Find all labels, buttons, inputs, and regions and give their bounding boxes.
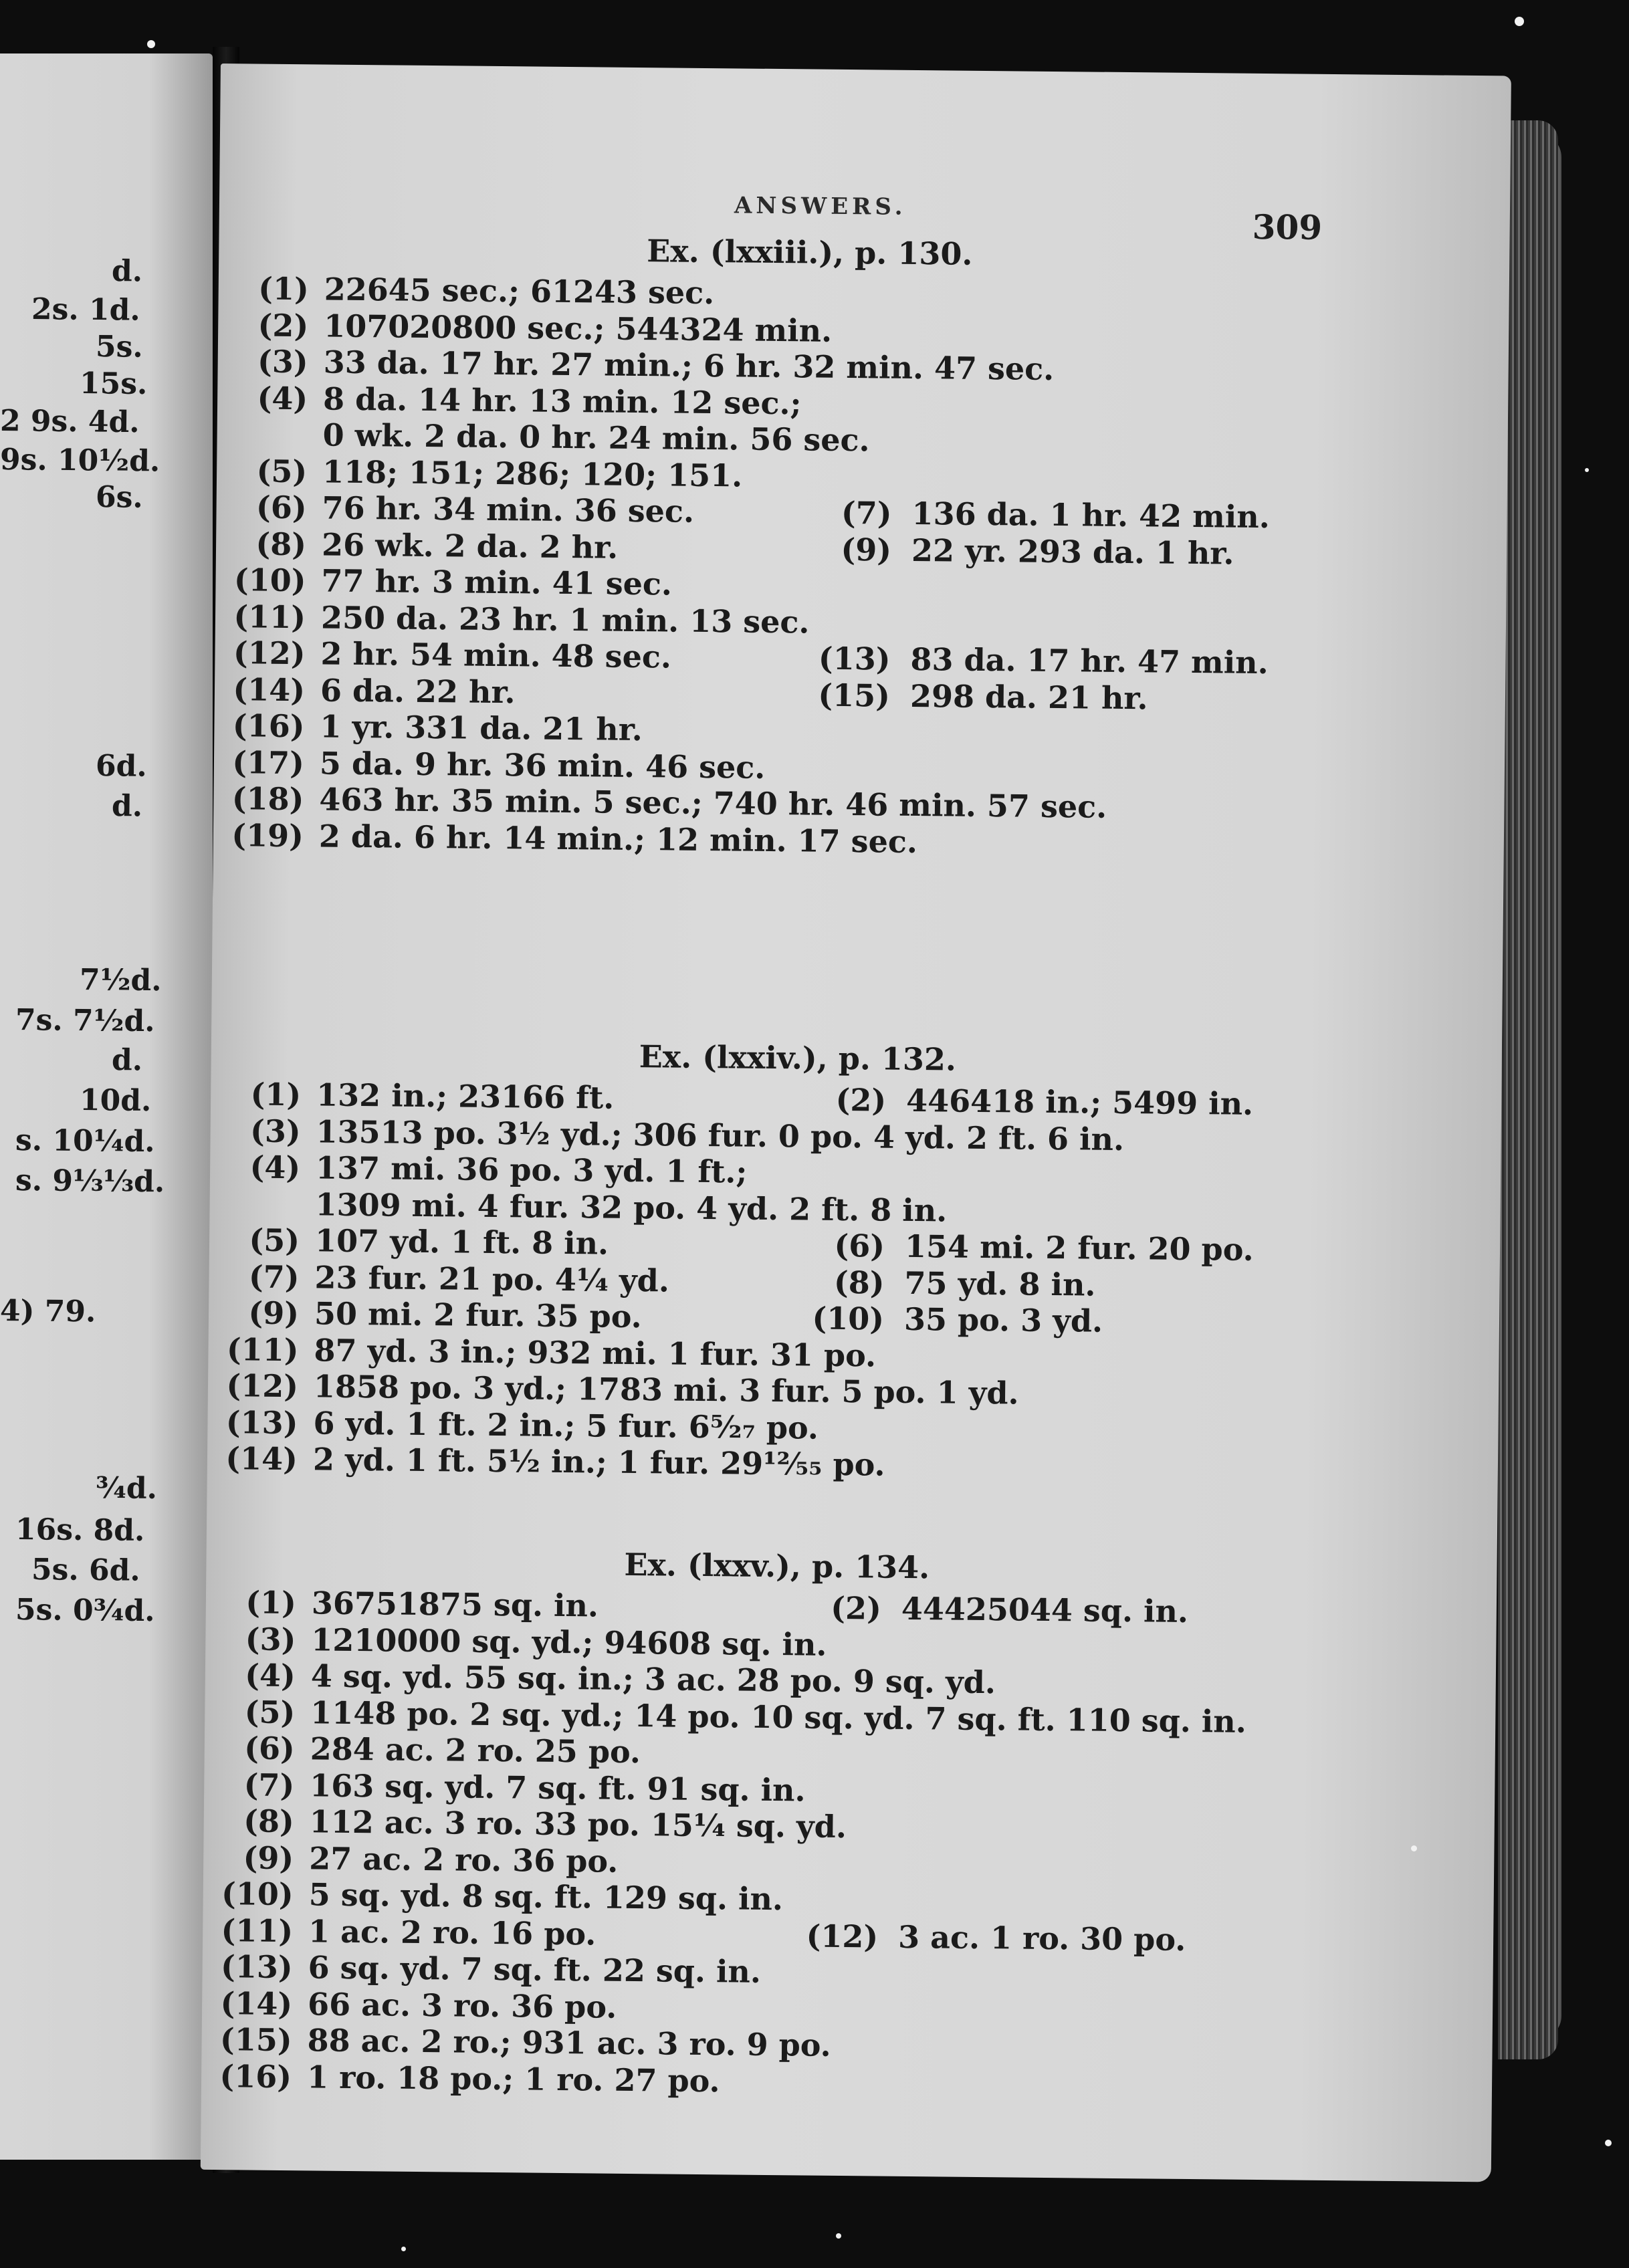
answer-number: (6) (255, 489, 307, 526)
answer-number: (13) (220, 1948, 293, 1986)
answer-text: 1858 po. 3 yd.; 1783 mi. 3 fur. 5 po. 1 yd. (313, 1368, 1019, 1411)
left-page-text: d. (111, 1043, 143, 1078)
scan-speck (1585, 468, 1589, 472)
answer-text: 250 da. 23 hr. 1 min. 13 sec. (320, 598, 810, 640)
answer-text: 132 in.; 23166 ft. (316, 1076, 615, 1116)
answer-text: 3 ac. 1 ro. 30 po. (897, 1918, 1186, 1958)
left-page-text: 16s. 8d. (15, 1512, 145, 1549)
answer-number: (3) (249, 1112, 301, 1149)
answer-text: 4 sq. yd. 55 sq. in.; 3 ac. 28 po. 9 sq. yd. (310, 1658, 996, 1701)
answer-text: 76 hr. 34 min. 36 sec. (322, 489, 695, 530)
answer-text: 5 sq. yd. 8 sq. ft. 129 sq. in. (308, 1876, 784, 1918)
section-title: Ex. (lxxv.), p. 134. (624, 1546, 930, 1586)
answer-text: 44425044 sq. in. (901, 1590, 1189, 1629)
answer-number: (3) (245, 1620, 296, 1658)
answer-number: (11) (226, 1331, 299, 1368)
answer-text: 137 mi. 36 po. 3 yd. 1 ft.; (315, 1149, 748, 1190)
answer-number: (16) (219, 2057, 292, 2095)
answer-text: 77 hr. 3 min. 41 sec. (321, 562, 673, 602)
answer-number: (9) (243, 1839, 294, 1876)
answer-text: 27 ac. 2 ro. 36 po. (308, 1839, 619, 1880)
scan-speck (1515, 17, 1524, 26)
left-page-text: d. (111, 254, 143, 289)
answer-text: 35 po. 3 yd. (903, 1300, 1103, 1339)
left-page-text: 7s. 7½d. (15, 1003, 155, 1039)
left-page-text: ¾d. (95, 1471, 158, 1506)
answer-text: 6 yd. 1 ft. 2 in.; 5 fur. 6⁵⁄₂₇ po. (313, 1404, 819, 1446)
answer-text: 88 ac. 2 ro.; 931 ac. 3 ro. 9 po. (307, 2022, 831, 2063)
answer-text: 284 ac. 2 ro. 25 po. (310, 1730, 641, 1771)
answer-number: (7) (243, 1766, 295, 1803)
answer-number: (5) (249, 1222, 300, 1259)
answer-number: (4) (249, 1149, 301, 1186)
answer-number: (9) (841, 531, 892, 568)
answer-text: 463 hr. 35 min. 5 sec.; 740 hr. 46 min. 57 sec. (319, 781, 1107, 825)
answer-text: 83 da. 17 hr. 47 min. (910, 641, 1269, 681)
answer-text: 33 da. 17 hr. 27 min.; 6 hr. 32 min. 47 sec. (323, 344, 1055, 387)
answer-text: 107020800 sec.; 544324 min. (323, 307, 833, 349)
answer-text: 36751875 sq. in. (311, 1585, 599, 1624)
answer-text: 2 yd. 1 ft. 5½ in.; 1 fur. 29¹²⁄₅₅ po. (312, 1441, 885, 1483)
answer-text: 1210000 sq. yd.; 94608 sq. in. (311, 1621, 827, 1663)
answer-text: 1148 po. 2 sq. yd.; 14 po. 10 sq. yd. 7 sq. ft. 110 sq. in. (310, 1694, 1247, 1740)
answer-text: 8 da. 14 hr. 13 min. 12 sec.; (322, 380, 802, 421)
left-page-text: 9s. 10½d. (0, 443, 160, 479)
answer-number: (14) (225, 1440, 298, 1478)
left-page-text: 10d. (79, 1083, 152, 1119)
left-page-text: 6s. (95, 480, 143, 515)
answer-text: 22645 sec.; 61243 sec. (324, 271, 715, 312)
left-page-text: 5s. (95, 330, 143, 364)
left-page-text: 5s. 6d. (31, 1553, 140, 1588)
scan-speck (836, 2233, 841, 2239)
left-page-text: 4) 79. (0, 1294, 96, 1329)
answer-text: 1 ro. 18 po.; 1 ro. 27 po. (306, 2058, 720, 2099)
answer-text: 23 fur. 21 po. 4¼ yd. (314, 1258, 670, 1299)
answer-number: (18) (231, 780, 304, 818)
answer-number: (2) (257, 307, 309, 344)
answer-number: (14) (220, 1984, 293, 2022)
answer-text: 75 yd. 8 in. (904, 1264, 1096, 1303)
answer-text: 1309 mi. 4 fur. 32 po. 4 yd. 2 ft. 8 in. (315, 1185, 948, 1229)
answer-number: (2) (835, 1081, 887, 1119)
left-page-fragment (0, 53, 213, 2160)
answer-text: 298 da. 21 hr. (909, 677, 1148, 716)
answer-number: (6) (244, 1730, 296, 1767)
answer-number: (17) (232, 744, 305, 781)
answer-text: 107 yd. 1 ft. 8 in. (314, 1222, 609, 1262)
answer-number: (14) (233, 671, 306, 708)
answer-number: (16) (232, 707, 305, 745)
answer-number: (7) (841, 494, 892, 532)
answer-text: 13513 po. 3½ yd.; 306 fur. 0 po. 4 yd. 2 ft. 6 in. (316, 1113, 1125, 1157)
answer-number: (8) (255, 526, 307, 562)
answer-number: (10) (812, 1300, 885, 1337)
answer-number: (15) (219, 2021, 292, 2059)
answer-text: 0 wk. 2 da. 0 hr. 24 min. 56 sec. (322, 417, 870, 459)
answer-number: (9) (248, 1294, 300, 1332)
answer-number: (5) (256, 453, 308, 489)
answer-number: (10) (221, 1876, 294, 1913)
answer-text: 136 da. 1 hr. 42 min. (911, 495, 1271, 536)
answer-text: 163 sq. yd. 7 sq. ft. 91 sq. in. (310, 1767, 806, 1809)
answer-number: (10) (233, 562, 306, 599)
answer-number: (1) (245, 1584, 297, 1621)
left-page-text: 5s. 0¾d. (15, 1593, 155, 1629)
answer-number: (4) (245, 1657, 296, 1694)
left-page-text: s. 10¼d. (15, 1123, 155, 1159)
answer-number: (12) (806, 1918, 879, 1955)
answer-number: (3) (257, 343, 308, 380)
answer-text: 22 yr. 293 da. 1 hr. (911, 532, 1234, 572)
scan-speck (401, 2247, 406, 2251)
running-head: ANSWERS. (734, 192, 907, 221)
answer-text: 112 ac. 3 ro. 33 po. 15¼ sq. yd. (309, 1803, 847, 1845)
answer-text: 26 wk. 2 da. 2 hr. (321, 526, 619, 566)
scan-speck (147, 40, 155, 48)
answer-number: (6) (834, 1227, 885, 1264)
section-title: Ex. (lxxiv.), p. 132. (639, 1038, 957, 1078)
answer-text: 446418 in.; 5499 in. (905, 1082, 1254, 1122)
answer-number: (11) (233, 598, 306, 635)
answer-number: (1) (250, 1076, 302, 1113)
answers-page (201, 64, 1511, 2182)
left-page-text: 15s. (79, 366, 148, 402)
left-page-text: 7½d. (79, 963, 162, 998)
answer-number: (8) (243, 1803, 295, 1840)
answer-number: (2) (831, 1589, 882, 1627)
answer-text: 50 mi. 2 fur. 35 po. (314, 1295, 642, 1335)
page-number: 309 (1252, 207, 1323, 247)
answer-number: (7) (248, 1258, 300, 1295)
left-page-text: 2 9s. 4d. (0, 404, 140, 440)
answer-text: 1 ac. 2 ro. 16 po. (308, 1912, 596, 1952)
answer-number: (19) (231, 816, 304, 854)
answer-text: 87 yd. 3 in.; 932 mi. 1 fur. 31 po. (314, 1331, 877, 1373)
answer-text: 118; 151; 286; 120; 151. (322, 453, 743, 494)
answer-number: (13) (818, 640, 891, 677)
answer-number: (1) (257, 270, 310, 308)
answer-text: 1 yr. 331 da. 21 hr. (320, 708, 643, 748)
answer-text: 2 hr. 54 min. 48 sec. (320, 635, 672, 675)
left-page-text: 2s. 1d. (31, 292, 140, 328)
answer-number: (12) (233, 635, 306, 672)
answer-text: 6 da. 22 hr. (320, 671, 516, 710)
left-page-text: 6d. (95, 749, 147, 784)
answer-number: (13) (225, 1403, 298, 1441)
answer-number: (4) (257, 380, 308, 417)
answer-number: (15) (818, 677, 891, 714)
scan-speck (1605, 2140, 1612, 2146)
answer-text: 66 ac. 3 ro. 36 po. (307, 1985, 617, 2025)
answer-number: (12) (226, 1367, 299, 1405)
left-page-text: s. 9⅓⅓d. (15, 1163, 165, 1200)
section-title: Ex. (lxxiii.), p. 130. (647, 233, 973, 272)
scan-speck (1411, 1845, 1417, 1851)
left-page-text: d. (111, 789, 143, 824)
answer-text: 6 sq. yd. 7 sq. ft. 22 sq. in. (308, 1949, 762, 1990)
answer-text: 2 da. 6 hr. 14 min.; 12 min. 17 sec. (318, 817, 918, 860)
answer-number: (8) (833, 1264, 885, 1301)
answer-text: 154 mi. 2 fur. 20 po. (904, 1228, 1254, 1268)
answer-number: (11) (221, 1912, 294, 1949)
answer-text: 5 da. 9 hr. 36 min. 46 sec. (319, 744, 766, 786)
answer-number: (5) (244, 1693, 296, 1730)
